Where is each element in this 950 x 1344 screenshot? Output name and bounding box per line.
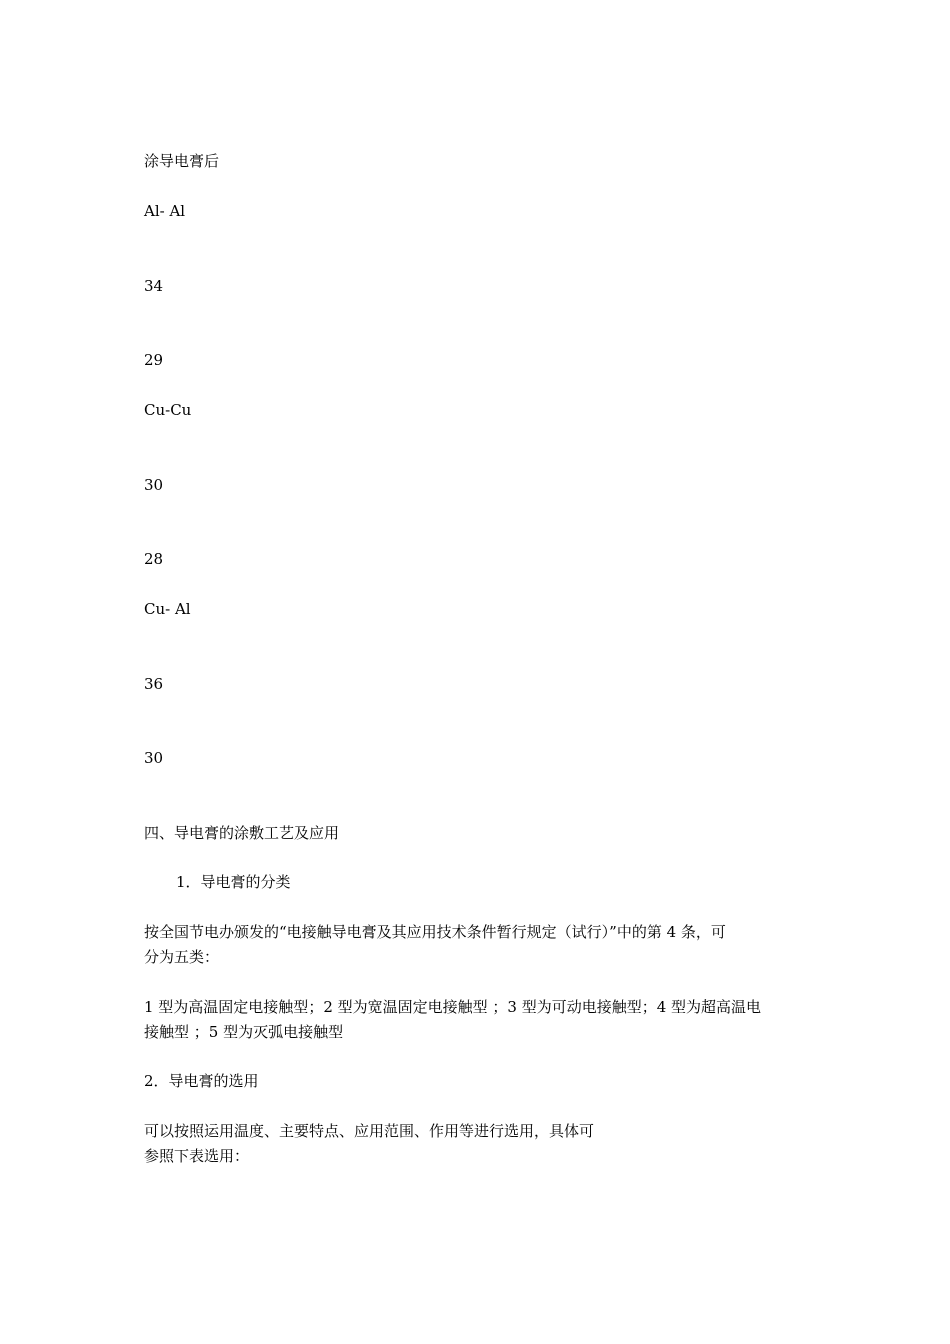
subsection-classification: 1．导电膏的分类 (176, 873, 291, 891)
value-cu-cu-2: 28 (144, 550, 164, 568)
types-para-line-1: 1 型为高温固定电接触型；2 型为宽温固定电接触型 ；3 型为可动电接触型；4 型为超高温电 (144, 998, 762, 1016)
selection-para-line-1: 可以按照运用温度、主要特点、应用范围、作用等进行选用，具体可 (144, 1122, 595, 1140)
pair-al-al: Al- Al (144, 202, 186, 220)
value-cu-cu-1: 30 (144, 476, 164, 494)
value-cu-al-2: 30 (144, 749, 164, 767)
pair-cu-al: Cu- Al (144, 600, 191, 618)
subsection-selection: 2．导电膏的选用 (144, 1072, 259, 1090)
classification-para-line-1: 按全国节电办颁发的“电接触导电膏及其应用技术条件暂行规定（试行）”中的第 4 条，可 (144, 923, 726, 941)
pair-cu-cu: Cu-Cu (144, 401, 192, 419)
selection-para-line-2: 参照下表选用： (144, 1147, 250, 1165)
types-para-line-2: 接触型 ；5 型为灭弧电接触型 (144, 1023, 344, 1041)
section-title: 四、导电膏的涂敷工艺及应用 (144, 824, 340, 842)
value-al-al-1: 34 (144, 277, 164, 295)
classification-para-line-2: 分为五类： (144, 948, 220, 966)
value-al-al-2: 29 (144, 351, 164, 369)
value-cu-al-1: 36 (144, 675, 164, 693)
after-coating-label: 涂导电膏后 (144, 152, 220, 170)
